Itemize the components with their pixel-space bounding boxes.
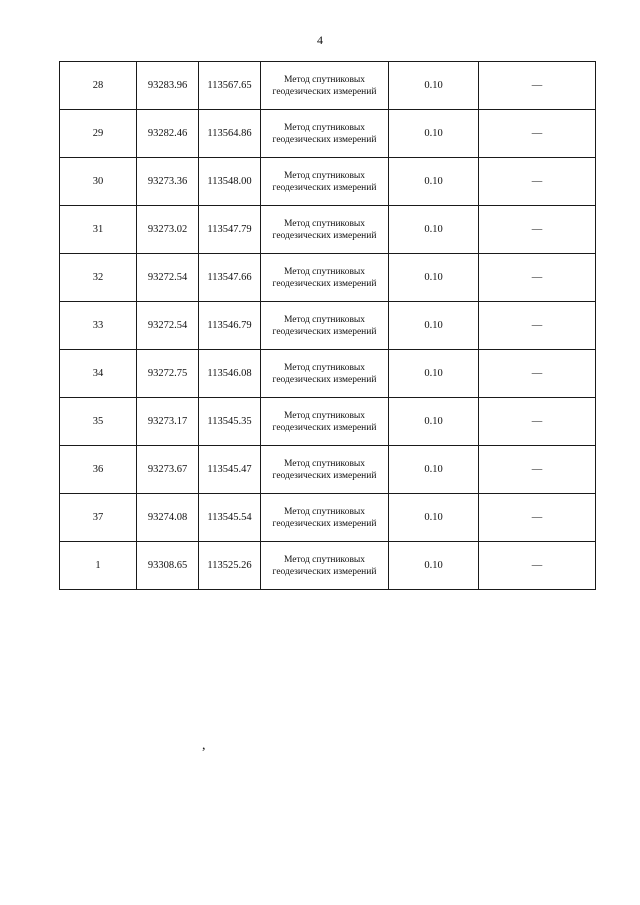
method-cell [261,62,389,110]
method-line-1: Метод спутниковых [283,410,366,421]
method-cell [261,542,389,590]
precision-cell: 0.10 [389,350,479,398]
x-coordinate-cell: 93308.65 [137,542,199,590]
note-cell [479,542,596,590]
method-line-1: Метод спутниковых [283,74,366,85]
method-cell [261,302,389,350]
dash-mark: — [531,272,543,283]
dash-mark: — [531,176,543,187]
point-number-cell: 32 [60,254,137,302]
method-line-1: Метод спутниковых [283,266,366,277]
method-cell [261,398,389,446]
point-number-cell: 30 [60,158,137,206]
method-line-2: геодезических измерений [272,422,377,433]
point-number-cell: 35 [60,398,137,446]
page-number: 4 [317,33,323,47]
precision-cell: 0.10 [389,110,479,158]
x-coordinate-cell: 93273.02 [137,206,199,254]
precision-cell: 0.10 [389,302,479,350]
table-row [60,158,596,206]
dash-mark: — [531,80,543,91]
x-coordinate-cell: 93273.36 [137,158,199,206]
precision-cell: 0.10 [389,62,479,110]
x-coordinate-cell: 93274.08 [137,494,199,542]
note-cell [479,302,596,350]
table-row [60,494,596,542]
y-coordinate-cell: 113545.47 [199,446,261,494]
y-coordinate-cell: 113525.26 [199,542,261,590]
precision-cell: 0.10 [389,494,479,542]
method-cell [261,158,389,206]
y-coordinate-cell: 113546.79 [199,302,261,350]
dash-mark: — [531,368,543,379]
dash-mark: — [531,128,543,139]
point-number-cell: 33 [60,302,137,350]
point-number-cell: 29 [60,110,137,158]
method-line-2: геодезических измерений [272,278,377,289]
method-line-2: геодезических измерений [272,518,377,529]
dash-mark: — [531,320,543,331]
table-row [60,350,596,398]
note-cell [479,350,596,398]
note-cell [479,494,596,542]
table-row [60,542,596,590]
note-cell [479,158,596,206]
note-cell [479,206,596,254]
method-line-2: геодезических измерений [272,374,377,385]
precision-cell: 0.10 [389,254,479,302]
method-line-1: Метод спутниковых [283,458,366,469]
note-cell [479,398,596,446]
x-coordinate-cell: 93272.75 [137,350,199,398]
precision-cell: 0.10 [389,398,479,446]
method-line-1: Метод спутниковых [283,506,366,517]
coordinates-table [59,61,596,590]
method-line-2: геодезических измерений [272,182,377,193]
x-coordinate-cell: 93272.54 [137,254,199,302]
stray-mark: , [202,738,206,753]
method-line-2: геодезических измерений [272,566,377,577]
x-coordinate-cell: 93273.67 [137,446,199,494]
y-coordinate-cell: 113545.35 [199,398,261,446]
dash-mark: — [531,560,543,571]
method-cell [261,494,389,542]
y-coordinate-cell: 113546.08 [199,350,261,398]
point-number-cell: 28 [60,62,137,110]
method-line-1: Метод спутниковых [283,314,366,325]
table-row [60,206,596,254]
x-coordinate-cell: 93273.17 [137,398,199,446]
table-row [60,302,596,350]
method-line-1: Метод спутниковых [283,554,366,565]
x-coordinate-cell: 93283.96 [137,62,199,110]
method-line-1: Метод спутниковых [283,122,366,133]
dash-mark: — [531,464,543,475]
dash-mark: — [531,416,543,427]
method-cell [261,254,389,302]
y-coordinate-cell: 113567.65 [199,62,261,110]
method-cell [261,110,389,158]
method-cell [261,350,389,398]
point-number-cell: 1 [60,542,137,590]
method-line-2: геодезических измерений [272,86,377,97]
table-row [60,110,596,158]
x-coordinate-cell: 93282.46 [137,110,199,158]
y-coordinate-cell: 113545.54 [199,494,261,542]
table-row [60,446,596,494]
method-cell [261,446,389,494]
point-number-cell: 34 [60,350,137,398]
point-number-cell: 31 [60,206,137,254]
dash-mark: — [531,512,543,523]
table-row [60,254,596,302]
note-cell [479,446,596,494]
y-coordinate-cell: 113548.00 [199,158,261,206]
method-line-2: геодезических измерений [272,326,377,337]
x-coordinate-cell: 93272.54 [137,302,199,350]
precision-cell: 0.10 [389,542,479,590]
precision-cell: 0.10 [389,206,479,254]
y-coordinate-cell: 113547.66 [199,254,261,302]
y-coordinate-cell: 113564.86 [199,110,261,158]
note-cell [479,110,596,158]
table-row [60,62,596,110]
note-cell [479,254,596,302]
point-number-cell: 36 [60,446,137,494]
method-line-1: Метод спутниковых [283,362,366,373]
note-cell [479,62,596,110]
dash-mark: — [531,224,543,235]
point-number-cell: 37 [60,494,137,542]
method-cell [261,206,389,254]
y-coordinate-cell: 113547.79 [199,206,261,254]
coordinates-table-body [60,62,596,590]
method-line-1: Метод спутниковых [283,170,366,181]
method-line-2: геодезических измерений [272,230,377,241]
method-line-2: геодезических измерений [272,134,377,145]
method-line-2: геодезических измерений [272,470,377,481]
table-row [60,398,596,446]
method-line-1: Метод спутниковых [283,218,366,229]
precision-cell: 0.10 [389,446,479,494]
precision-cell: 0.10 [389,158,479,206]
